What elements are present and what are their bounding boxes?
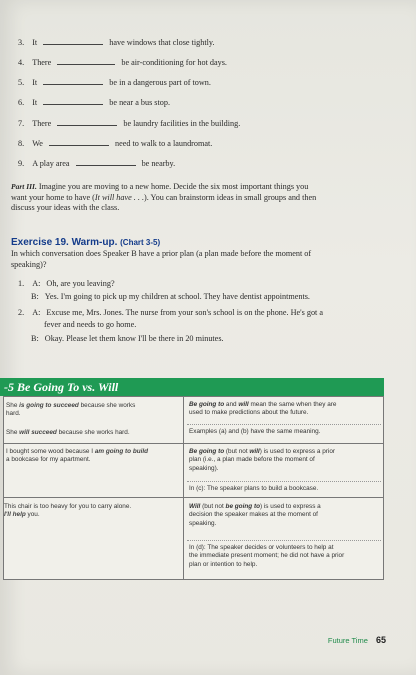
explanation-decision [189,503,381,528]
speaker-label: A: [32,308,41,317]
instruction-text: In which conversation does Speaker B have a prior plan (a plan made before the moment of [11,249,312,258]
item-number: 8. [18,139,25,148]
speaker-label: B: [31,292,39,301]
item-text: be near a bus stop. [109,98,171,107]
explanation-text: decision the speaker makes at the moment of [189,511,318,519]
page-footer [328,635,386,645]
example-text: This chair is too heavy for you to carry alone. [4,503,132,510]
example-text: hard. [6,410,21,418]
answer-blank[interactable] [43,38,103,45]
part-text: want your home to have ( [11,192,95,202]
answer-blank[interactable] [49,139,109,146]
item-text: be in a dangerous part of town. [109,78,211,87]
item-subject: There [32,119,52,128]
item-subject: There [32,58,52,67]
fill-item [18,58,227,67]
explanation-text: mean the same when they are [248,401,337,408]
cell-separator [187,540,381,541]
exercise-heading: Exercise 19. Warm-up. [11,237,118,248]
answer-blank[interactable] [57,119,117,126]
item-subject: We [32,139,43,148]
chart-header: -5 Be Going To vs. Will [0,378,384,396]
part-text-italic: It will have . . . [94,192,145,202]
item-text: need to walk to a laundromat. [115,139,213,148]
explanation-prediction [189,401,381,418]
fill-item [18,119,240,128]
explanation-note: Examples (a) and (b) have the same meaning. [189,428,321,435]
example-text: a bookcase for my apartment. [6,456,91,464]
explanation-prior-plan [189,448,381,473]
explanation-text: used to make predictions about the future. [189,409,309,417]
item-text: have windows that close tightly. [109,38,215,47]
example-text: She [6,402,20,409]
explanation-emphasis: Will [189,503,201,510]
example-a [6,402,180,419]
example-text: I bought some wood because I [6,448,95,455]
cell-separator [187,481,381,482]
dialogue-line [18,308,323,317]
part-text: ). You can brainstorm ideas in small groups and then [144,192,317,202]
explanation-note [189,544,381,569]
table-row-divider [3,497,384,498]
item-text: be air-conditioning for hot days. [121,58,227,67]
part-three-paragraph [11,182,316,214]
example-emphasis: will succeed [19,429,57,436]
fill-item [18,159,175,168]
dialogue-number: 1. [18,279,25,288]
table-row-divider [3,443,384,444]
example-text: you. [25,511,40,519]
item-text: be nearby. [141,159,176,168]
speaker-label: B: [31,334,39,343]
example-emphasis: I'll help [4,511,26,519]
fill-item [18,139,212,148]
dialogue-line [18,279,115,288]
explanation-text: (but not [224,448,250,455]
speaker-label: A: [32,279,41,288]
item-number: 9. [18,159,25,168]
explanation-emphasis: be going to [225,503,260,510]
item-number: 4. [18,58,25,67]
item-subject: It [32,78,38,87]
explanation-emphasis: will [238,401,249,408]
part-text: discuss your ideas with the class. [11,203,120,212]
dialogue-number: 2. [18,308,25,317]
part-label: Part III. [11,182,37,191]
section-name: Future Time [327,636,368,645]
part-text: Imagine you are moving to a new home. Decide the six most important things you [38,182,309,191]
item-text: be laundry facilities in the building. [123,119,241,128]
dialogue-text: Yes. I'm going to pick up my children at school. They have dentist appointments. [44,292,310,301]
explanation-text: plan (i.e., a plan made before the moment of [189,456,315,464]
example-text: She [6,429,20,436]
explanation-text: and [224,401,239,408]
fill-item [18,78,211,87]
explanation-text: speaking). [189,464,219,472]
example-emphasis: am going to build [94,448,149,455]
dialogue-text: fever and needs to go home. [44,320,137,329]
answer-blank[interactable] [43,98,103,105]
dialogue-text: Oh, are you leaving? [46,279,115,288]
fill-item [18,98,170,107]
explanation-note: In (c): The speaker plans to build a bookcase. [189,485,319,492]
answer-blank[interactable] [76,159,136,166]
item-subject: It [32,98,38,107]
explanation-text: In (d): The speaker decides or volunteers to help at [189,544,334,551]
example-text: because she works hard. [56,429,130,436]
item-subject: A play area [32,159,70,168]
dialogue-text: Okay. Please let them know I'll be there in 20 minutes. [44,334,224,343]
explanation-text: the immediate present moment; he did not have a prior [189,552,345,560]
explanation-text: plan or intention to help. [189,560,258,568]
explanation-emphasis: will [249,448,260,455]
cell-separator [187,424,381,425]
answer-blank[interactable] [57,58,115,65]
example-b [6,429,180,437]
page-number: 65 [375,635,386,645]
example-text: because she works [78,402,136,409]
chart-reference[interactable]: (Chart 3-5) [120,238,161,247]
item-number: 7. [18,119,25,128]
table-divider [183,396,184,580]
example-c [6,448,182,465]
answer-blank[interactable] [43,78,103,85]
exercise-instructions [11,249,311,270]
explanation-text: ) is used to express a [259,503,321,510]
dialogue-line [31,334,224,343]
item-subject: It [32,38,38,47]
dialogue-text: Excuse me, Mrs. Jones. The nurse from your son's school is on the phone. He's got a [46,308,324,317]
item-number: 5. [18,78,25,87]
explanation-text: ) is used to express a prior [259,448,336,455]
explanation-text: (but not [200,503,226,510]
dialogue-line [44,320,136,329]
dialogue-line [31,292,310,301]
example-emphasis: is going to succeed [19,402,79,409]
item-number: 6. [18,98,25,107]
example-d [4,503,182,520]
instruction-text: speaking)? [11,259,47,269]
explanation-emphasis: Be going to [189,448,225,455]
explanation-text: speaking. [189,519,217,527]
explanation-emphasis: Be going to [189,401,225,408]
item-number: 3. [18,38,25,47]
fill-item [18,38,215,47]
exercise-title [11,237,160,248]
